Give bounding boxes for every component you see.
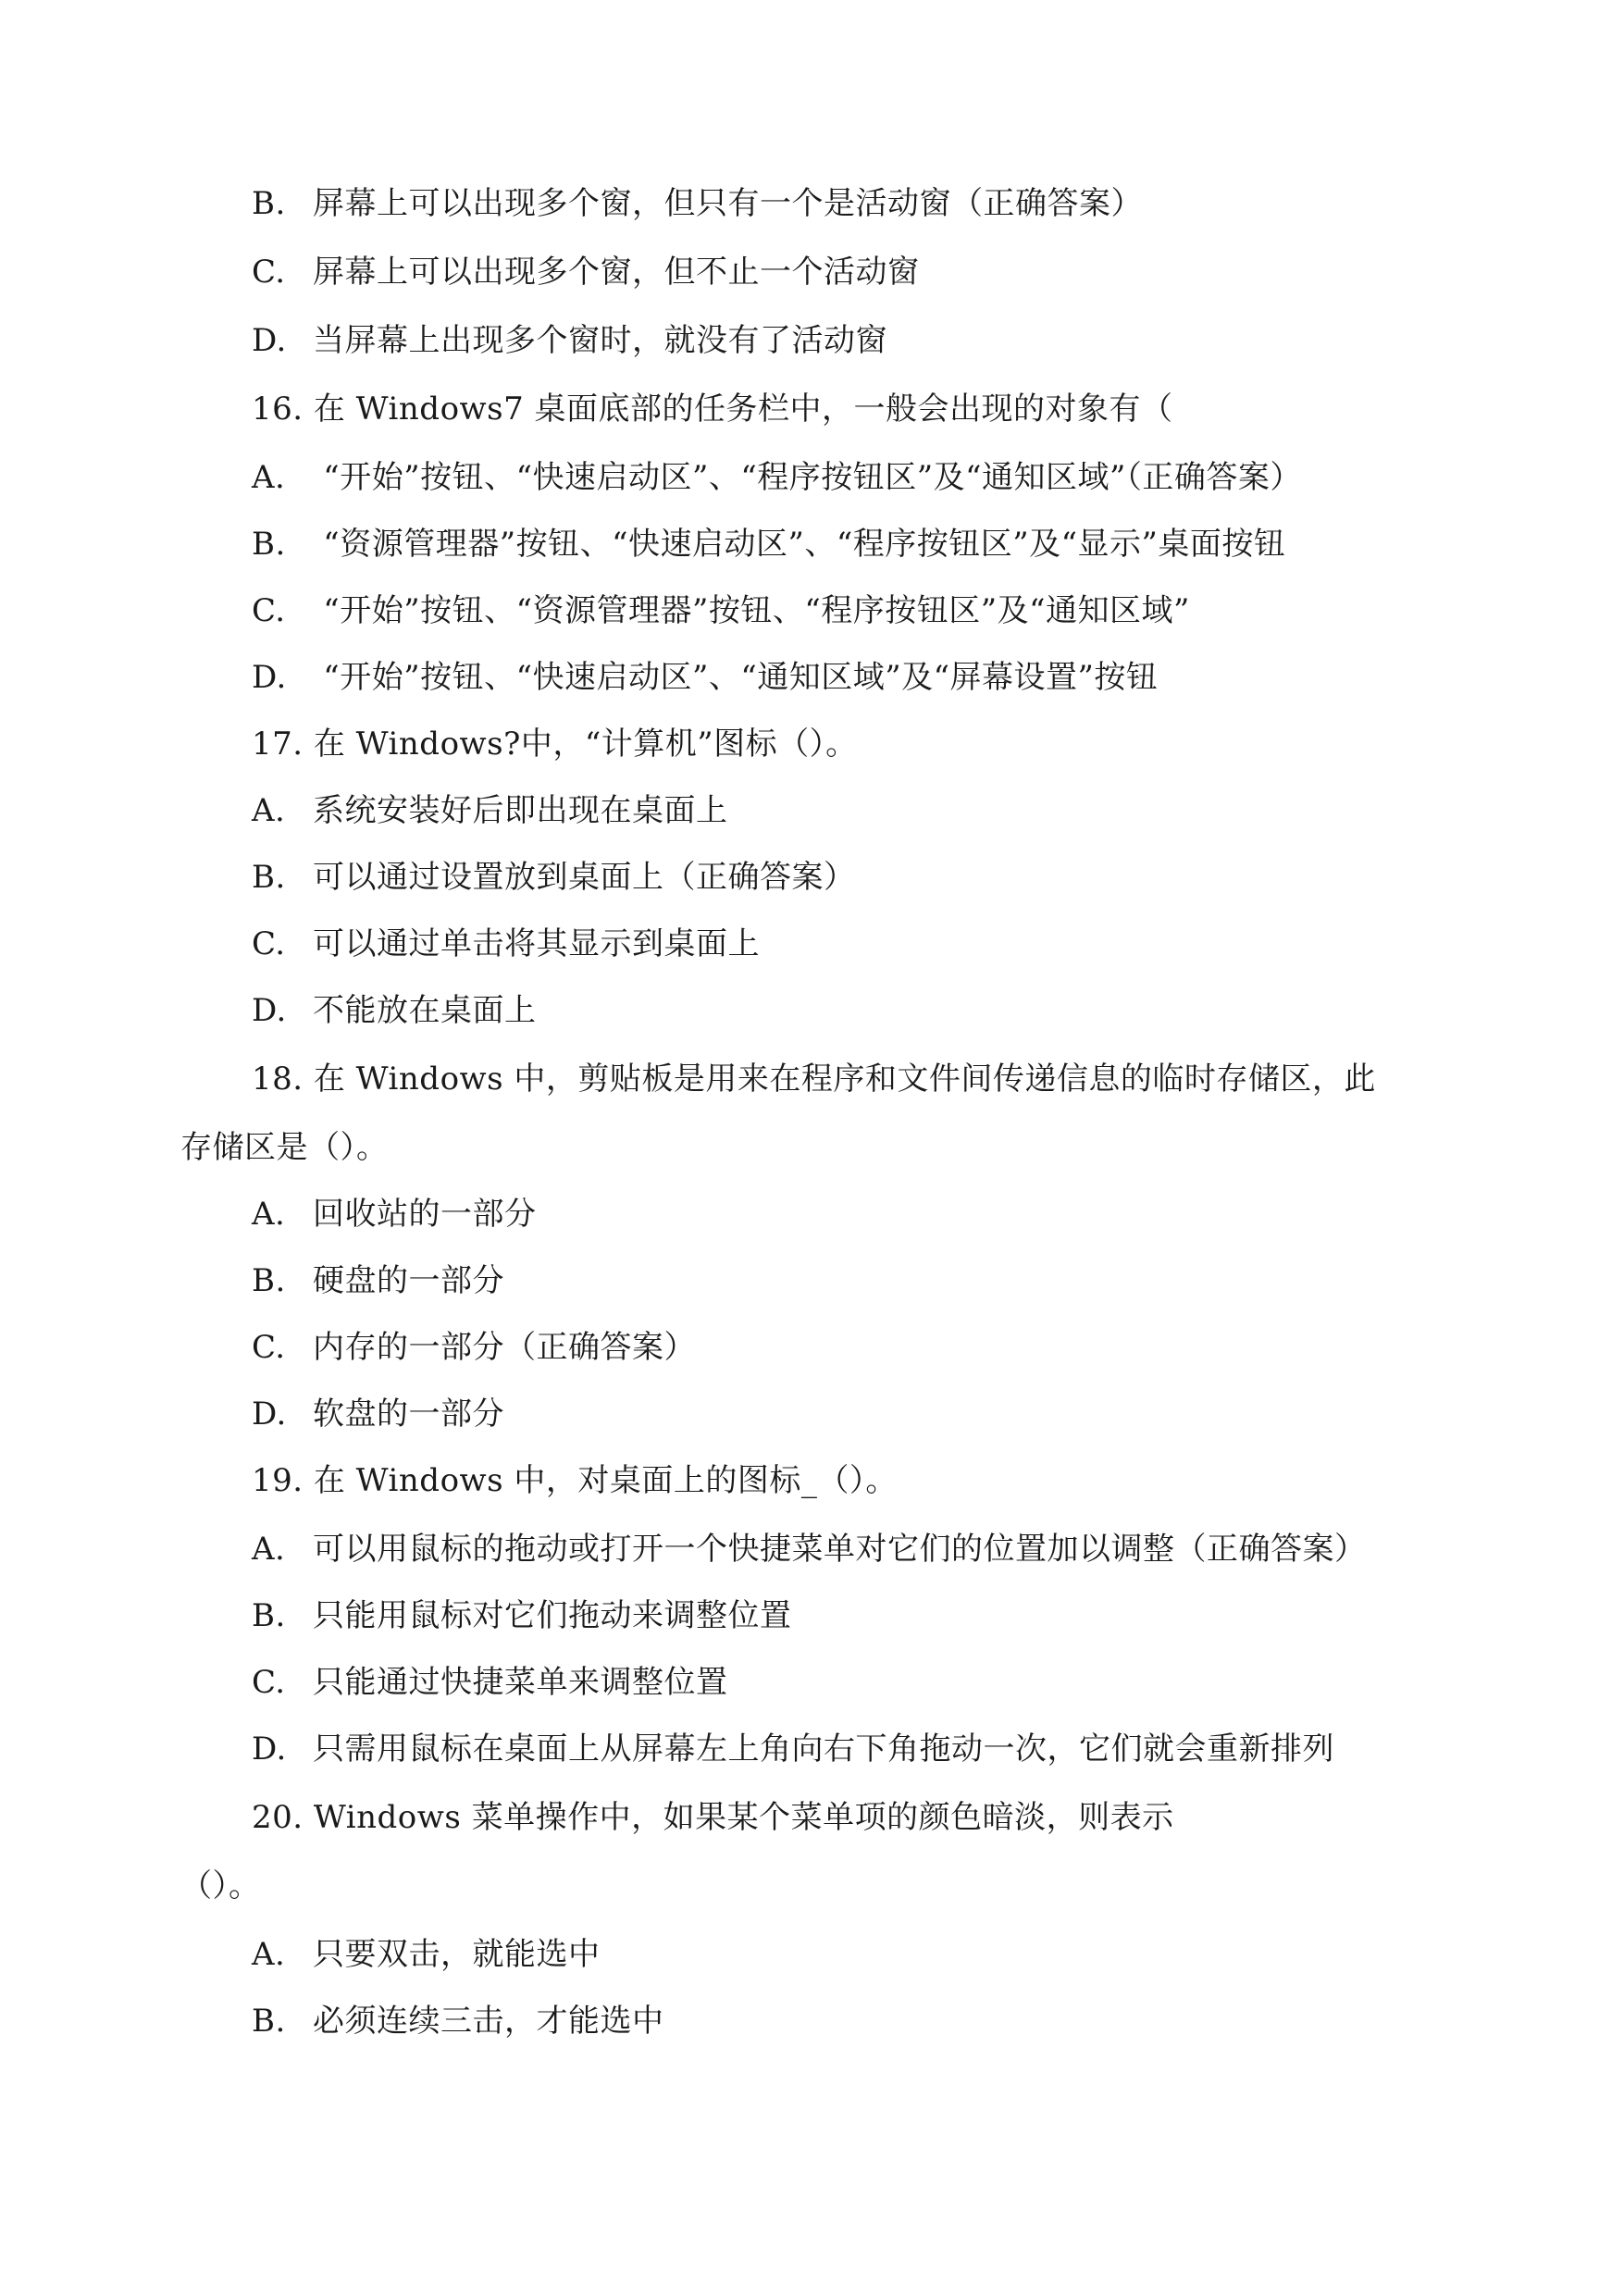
option-line (252, 457, 1302, 498)
option-letter: C. (252, 254, 286, 291)
option-line (252, 1662, 728, 1703)
option-text: 回收站的一部分 (313, 1196, 537, 1233)
option-text: 当屏幕上出现多个窗时，就没有了活动窗 (313, 322, 887, 359)
option-letter: D. (252, 1396, 287, 1433)
option-letter: C. (252, 1329, 286, 1366)
option-line (252, 857, 856, 898)
option-line (252, 524, 1285, 564)
option-letter: D. (252, 992, 287, 1029)
option-line (252, 790, 728, 831)
option-line (252, 1529, 1367, 1569)
option-text: 软盘的一部分 (313, 1396, 504, 1433)
option-letter: B. (252, 1262, 286, 1299)
option-text: 只能通过快捷菜单来调整位置 (313, 1664, 728, 1701)
question-20: 20. Windows 菜单操作中，如果某个菜单项的颜色暗淡，则表示 (252, 1799, 1174, 1836)
option-line (252, 1194, 537, 1234)
option-text: “开始”按钮、“快速启动区”、“通知区域”及“屏幕设置”按钮 (313, 659, 1159, 696)
option-line (252, 1729, 1334, 1769)
option-text: 只需用鼠标在桌面上从屏幕左上角向右下角拖动一次，它们就会重新排列 (313, 1731, 1334, 1768)
option-line (252, 1260, 504, 1301)
option-text: “开始”按钮、“资源管理器”按钮、“程序按钮区”及“通知区域” (313, 592, 1190, 629)
option-text: 不能放在桌面上 (313, 992, 537, 1029)
option-letter: A. (252, 1531, 286, 1568)
option-letter: C. (252, 1664, 286, 1701)
option-text: 可以通过设置放到桌面上（正确答案） (313, 859, 856, 896)
option-text: 只能用鼠标对它们拖动来调整位置 (313, 1597, 792, 1634)
option-letter: A. (252, 1196, 286, 1233)
question-continuation: 存储区是（）。 (180, 1129, 389, 1166)
option-line (252, 657, 1158, 698)
option-text: 可以通过单击将其显示到桌面上 (313, 925, 760, 962)
option-line (252, 252, 920, 292)
option-text: “开始”按钮、“快速启动区”、“程序按钮区”及“通知区域”（正确答案） (313, 459, 1302, 496)
option-text: 硬盘的一部分 (313, 1262, 504, 1299)
option-letter: D. (252, 1731, 287, 1768)
option-text: 屏幕上可以出现多个窗，但只有一个是活动窗（正确答案） (313, 185, 1143, 222)
option-line (252, 924, 760, 964)
option-letter: A. (252, 459, 286, 496)
option-text: 系统安装好后即出现在桌面上 (313, 792, 728, 829)
option-letter: C. (252, 592, 286, 629)
question-18: 18. 在 Windows 中，剪贴板是用来在程序和文件间传递信息的临时存储区，此 (252, 1061, 1376, 1098)
option-letter: B. (252, 859, 286, 896)
option-text: 内存的一部分（正确答案） (313, 1329, 696, 1366)
option-letter: B. (252, 526, 286, 563)
option-text: 屏幕上可以出现多个窗，但不止一个活动窗 (313, 254, 920, 291)
option-text: 只要双击，就能选中 (313, 1936, 601, 1973)
option-letter: D. (252, 659, 287, 696)
option-letter: A. (252, 792, 286, 829)
option-line (252, 1394, 504, 1434)
option-line (252, 1327, 696, 1368)
option-line (252, 590, 1190, 631)
option-line (252, 2001, 664, 2041)
option-letter: B. (252, 1597, 286, 1634)
option-text: 可以用鼠标的拖动或打开一个快捷菜单对它们的位置加以调整（正确答案） (313, 1531, 1367, 1568)
question-continuation: （）。 (180, 1867, 261, 1904)
option-letter: C. (252, 925, 286, 962)
option-line (252, 1595, 792, 1636)
option-text: 必须连续三击，才能选中 (313, 2003, 664, 2040)
option-letter: B. (252, 185, 286, 222)
option-line (252, 183, 1143, 224)
question-19: 19. 在 Windows 中，对桌面上的图标_（）。 (252, 1462, 898, 1499)
question-16: 16. 在 Windows7 桌面底部的任务栏中，一般会出现的对象有（ (252, 391, 1173, 428)
question-17: 17. 在 Windows?中，“计算机”图标（）。 (252, 726, 858, 763)
option-letter: B. (252, 2003, 286, 2040)
option-letter: D. (252, 322, 287, 359)
option-text: “资源管理器”按钮、“快速启动区”、“程序按钮区”及“显示”桌面按钮 (313, 526, 1286, 563)
option-line (252, 1934, 601, 1975)
option-letter: A. (252, 1936, 286, 1973)
option-line (252, 990, 537, 1031)
option-line (252, 320, 887, 361)
